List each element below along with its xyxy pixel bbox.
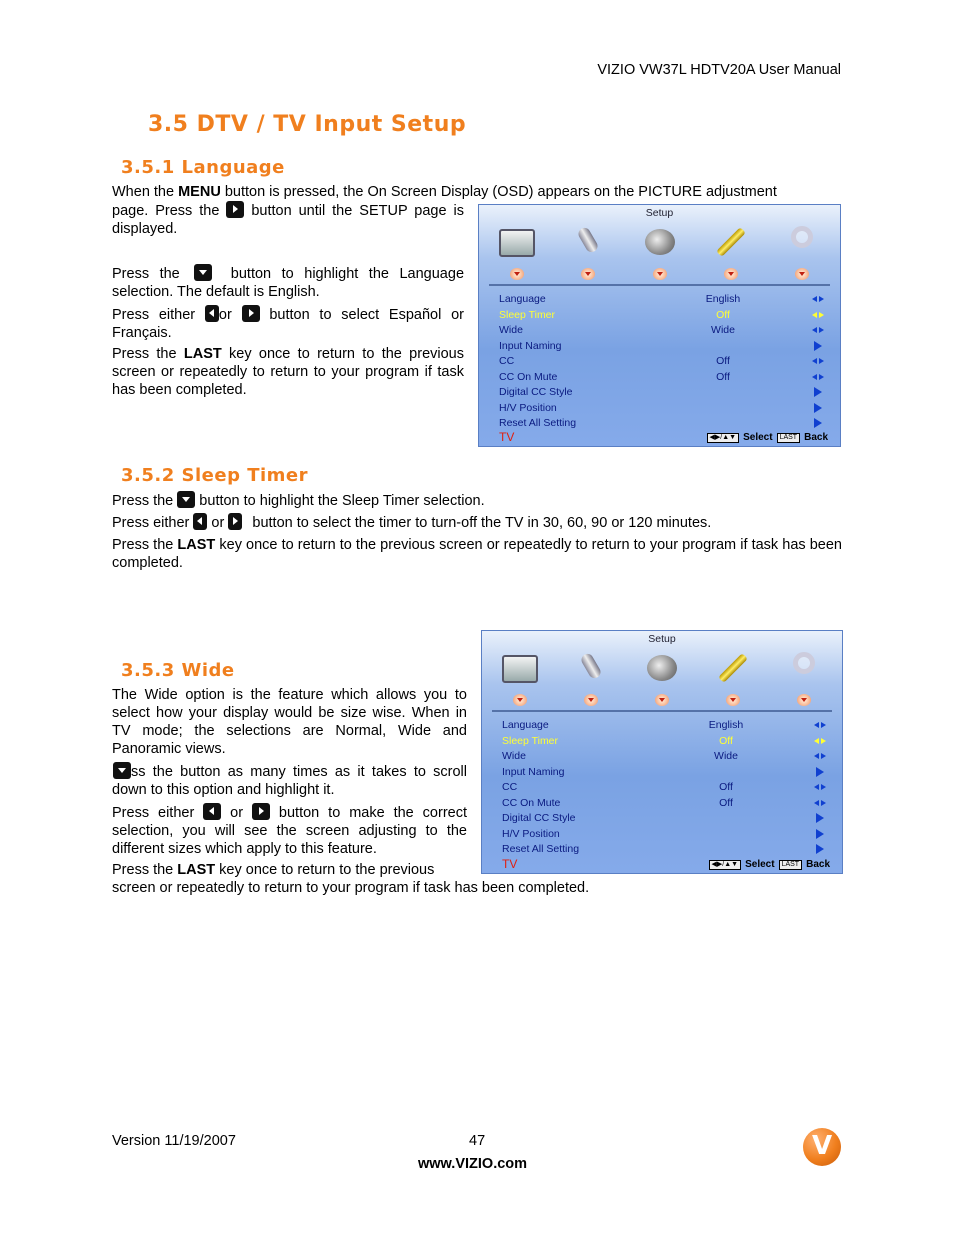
text: or xyxy=(207,515,229,531)
text: Press the xyxy=(112,493,178,509)
left-right-arrows-icon xyxy=(814,798,826,809)
text: Press the xyxy=(112,266,191,282)
osd-row[interactable] xyxy=(499,309,828,324)
language-paragraph-4 xyxy=(112,345,464,399)
advanced-search-icon xyxy=(782,225,822,261)
left-button-icon xyxy=(203,803,221,820)
language-paragraph-3 xyxy=(112,305,464,342)
osd-row-label: CC xyxy=(499,355,515,367)
osd-row-label: Sleep Timer xyxy=(499,308,556,321)
subsection-title-language: 3.5.1 Language xyxy=(121,157,285,178)
text: Press the xyxy=(112,862,178,878)
osd-row-label: Language xyxy=(502,719,549,731)
text: ss the button as many times as it takes to scroll down to this option and highlight it. xyxy=(112,764,467,798)
footer-version: Version 11/19/2007 xyxy=(112,1133,236,1149)
nav-keys-icon: ◀▶/▲▼ xyxy=(709,860,742,870)
right-arrow-icon xyxy=(812,341,824,352)
osd-menu-icons xyxy=(497,225,822,265)
down-arrow-icon xyxy=(568,267,608,285)
text: Press either xyxy=(112,307,205,323)
text: key once to return to the previous screen or repeatedly to return to your program if task has been completed. xyxy=(112,346,464,398)
osd-row[interactable] xyxy=(502,843,830,858)
osd-row[interactable] xyxy=(502,812,830,827)
osd-row[interactable] xyxy=(502,828,830,843)
manual-header: VIZIO VW37L HDTV20A User Manual xyxy=(597,62,841,78)
sleep-paragraph-3 xyxy=(112,536,842,572)
text: Press either xyxy=(112,515,194,531)
osd-row-label: Digital CC Style xyxy=(499,386,573,398)
osd-row-label: H/V Position xyxy=(502,827,560,840)
sleep-paragraph-1 xyxy=(112,491,842,510)
language-paragraph-2 xyxy=(112,264,464,301)
language-paragraph-1-line-2 xyxy=(112,201,464,238)
osd-title: Setup xyxy=(648,633,676,645)
text: button to select Español or Français. xyxy=(112,307,464,341)
osd-select-label: Select xyxy=(745,859,775,870)
osd-select-label: Select xyxy=(743,432,773,443)
nav-keys-icon: ◀▶/▲▼ xyxy=(707,433,740,443)
osd-row[interactable] xyxy=(502,766,830,781)
sleep-paragraph-2 xyxy=(112,513,842,532)
text: When the xyxy=(112,184,179,200)
osd-row-value: Off xyxy=(719,734,733,747)
down-arrow-icon xyxy=(711,267,751,285)
osd-down-arrows xyxy=(497,267,822,285)
osd-row-value: English xyxy=(705,293,741,305)
text: button to highlight the Language selection. The default is English. xyxy=(112,266,465,300)
osd-row-value: Off xyxy=(716,308,730,321)
wide-paragraph-1: The Wide option is the feature which allows you to select how your display would be size wise. When in TV mode; the selections are Normal, Wide and Panoramic views. xyxy=(112,687,467,757)
osd-row-label: Reset All Setting xyxy=(499,417,577,429)
osd-row[interactable] xyxy=(499,402,828,417)
right-arrow-icon xyxy=(812,403,824,414)
osd-row-value: English xyxy=(708,719,744,731)
osd-row-value: Off xyxy=(716,355,730,367)
osd-back-label: Back xyxy=(806,859,830,870)
osd-row-label: Input Naming xyxy=(502,765,565,778)
vizio-logo-letter: V xyxy=(811,1131,833,1161)
setup-tool-icon xyxy=(713,651,753,687)
wide-paragraph-2 xyxy=(112,762,467,799)
osd-row[interactable] xyxy=(502,781,830,796)
osd-row-label: CC On Mute xyxy=(499,370,558,383)
right-arrow-icon xyxy=(814,813,826,824)
osd-title: Setup xyxy=(645,207,674,219)
osd-row-label: Input Naming xyxy=(499,339,562,352)
down-arrow-icon xyxy=(640,267,680,285)
osd-row[interactable] xyxy=(499,293,828,308)
left-right-arrows-icon xyxy=(814,736,826,747)
text: button until the SETUP page is displayed. xyxy=(112,203,464,237)
text: Press the xyxy=(112,537,178,553)
text: button to highlight the Sleep Timer selection. xyxy=(195,493,485,509)
text: key once to return to the previous screen or repeatedly to return to your program if task has been completed. xyxy=(112,537,843,571)
osd-bottom-bar xyxy=(502,859,830,872)
right-arrow-icon xyxy=(814,767,826,778)
right-arrow-icon xyxy=(812,387,824,398)
osd-row[interactable] xyxy=(502,750,830,765)
osd-row-label: CC On Mute xyxy=(502,796,561,809)
right-button-icon xyxy=(242,305,260,322)
osd-row[interactable] xyxy=(499,324,828,339)
language-paragraph-1-line-1 xyxy=(112,183,842,201)
osd-row[interactable] xyxy=(499,355,828,370)
osd-row-label: Digital CC Style xyxy=(502,812,576,824)
left-button-icon xyxy=(193,513,207,530)
left-right-arrows-icon xyxy=(814,751,826,762)
osd-down-arrows xyxy=(500,693,824,711)
down-arrow-icon xyxy=(500,693,540,711)
right-button-icon xyxy=(252,803,270,820)
right-button-icon xyxy=(226,201,244,218)
osd-row[interactable] xyxy=(502,735,830,750)
right-arrow-icon xyxy=(812,418,824,429)
osd-row[interactable] xyxy=(499,386,828,401)
osd-input-label: TV xyxy=(499,430,515,444)
subsection-title-sleep-timer: 3.5.2 Sleep Timer xyxy=(121,465,309,486)
menu-key-text: MENU xyxy=(178,184,221,200)
osd-setup-screenshot-2 xyxy=(481,630,843,874)
last-key-text: LAST xyxy=(183,346,222,362)
right-arrow-icon xyxy=(814,829,826,840)
down-button-icon xyxy=(194,264,212,281)
left-right-arrows-icon xyxy=(812,325,824,336)
text: or xyxy=(221,805,252,821)
osd-row-label: Wide xyxy=(499,324,523,336)
advanced-search-icon xyxy=(784,651,824,687)
setup-tool-icon xyxy=(711,225,751,261)
text: Press the xyxy=(112,346,184,362)
left-right-arrows-icon xyxy=(812,356,824,367)
wide-paragraph-4-line-1 xyxy=(112,861,467,879)
osd-row[interactable] xyxy=(499,371,828,386)
text: button to make the correct selection, you will see the screen adjusting to the different sizes which apply to this feature. xyxy=(112,805,467,857)
osd-row-value: Off xyxy=(716,370,730,383)
osd-bottom-bar xyxy=(499,432,828,445)
text: or xyxy=(218,307,242,323)
osd-input-label: TV xyxy=(502,857,518,871)
osd-row-label: H/V Position xyxy=(499,401,557,414)
down-arrow-icon xyxy=(497,267,537,285)
left-right-arrows-icon xyxy=(814,782,826,793)
down-arrow-icon xyxy=(784,693,824,711)
osd-row-label: Reset All Setting xyxy=(502,843,580,855)
osd-divider xyxy=(489,284,830,286)
osd-menu-icons xyxy=(500,651,824,691)
footer-page-number: 47 xyxy=(469,1133,486,1149)
text: button is pressed, the On Screen Display (OSD) appears on the PICTURE adjustment xyxy=(220,184,777,200)
left-right-arrows-icon xyxy=(814,720,826,731)
text: page. Press the xyxy=(112,203,227,219)
osd-setup-screenshot-1 xyxy=(478,204,841,447)
down-button-icon xyxy=(113,762,131,779)
wide-paragraph-3 xyxy=(112,803,467,858)
last-key-icon: LAST xyxy=(777,433,801,443)
audio-mic-icon xyxy=(571,651,611,687)
osd-row-label: Language xyxy=(499,293,546,305)
osd-help xyxy=(709,859,830,870)
osd-help xyxy=(707,432,828,443)
down-arrow-icon xyxy=(571,693,611,711)
last-key-text: LAST xyxy=(177,862,216,878)
picture-tv-icon xyxy=(497,225,537,261)
osd-row-label: Wide xyxy=(502,750,526,762)
left-button-icon xyxy=(205,305,219,322)
text: Press either xyxy=(112,805,204,821)
osd-row-value: Off xyxy=(719,796,733,809)
footer-url[interactable]: www.VIZIO.com xyxy=(418,1156,528,1172)
subsection-title-wide: 3.5.3 Wide xyxy=(121,660,235,681)
osd-row[interactable] xyxy=(499,417,828,432)
last-key-icon: LAST xyxy=(779,860,803,870)
osd-row[interactable] xyxy=(499,340,828,355)
text: button to select the timer to turn-off the TV in 30, 60, 90 or 120 minutes. xyxy=(248,515,712,531)
osd-row-value: Wide xyxy=(714,750,738,762)
down-button-icon xyxy=(177,491,195,508)
osd-row-label: Sleep Timer xyxy=(502,734,559,747)
osd-back-label: Back xyxy=(804,432,828,443)
right-button-icon xyxy=(228,513,242,530)
down-arrow-icon xyxy=(642,693,682,711)
section-title: 3.5 DTV / TV Input Setup xyxy=(148,112,467,137)
right-arrow-icon xyxy=(814,844,826,855)
audio-mic-icon xyxy=(568,225,608,261)
down-arrow-icon xyxy=(782,267,822,285)
tv-dish-icon xyxy=(642,651,682,687)
osd-row[interactable] xyxy=(502,719,830,734)
osd-row-value: Wide xyxy=(711,324,735,336)
vizio-logo xyxy=(803,1128,841,1166)
osd-row-label: CC xyxy=(502,781,518,793)
picture-tv-icon xyxy=(500,651,540,687)
wide-paragraph-4-line-2: screen or repeatedly to return to your program if task has been completed. xyxy=(112,880,590,896)
last-key-text: LAST xyxy=(177,537,216,553)
tv-dish-icon xyxy=(640,225,680,261)
down-arrow-icon xyxy=(713,693,753,711)
osd-row[interactable] xyxy=(502,797,830,812)
left-right-arrows-icon xyxy=(812,294,824,305)
osd-row-value: Off xyxy=(719,781,733,793)
text: key once to return to the previous xyxy=(215,862,435,878)
left-right-arrows-icon xyxy=(812,310,824,321)
left-right-arrows-icon xyxy=(812,372,824,383)
osd-divider xyxy=(492,710,832,712)
